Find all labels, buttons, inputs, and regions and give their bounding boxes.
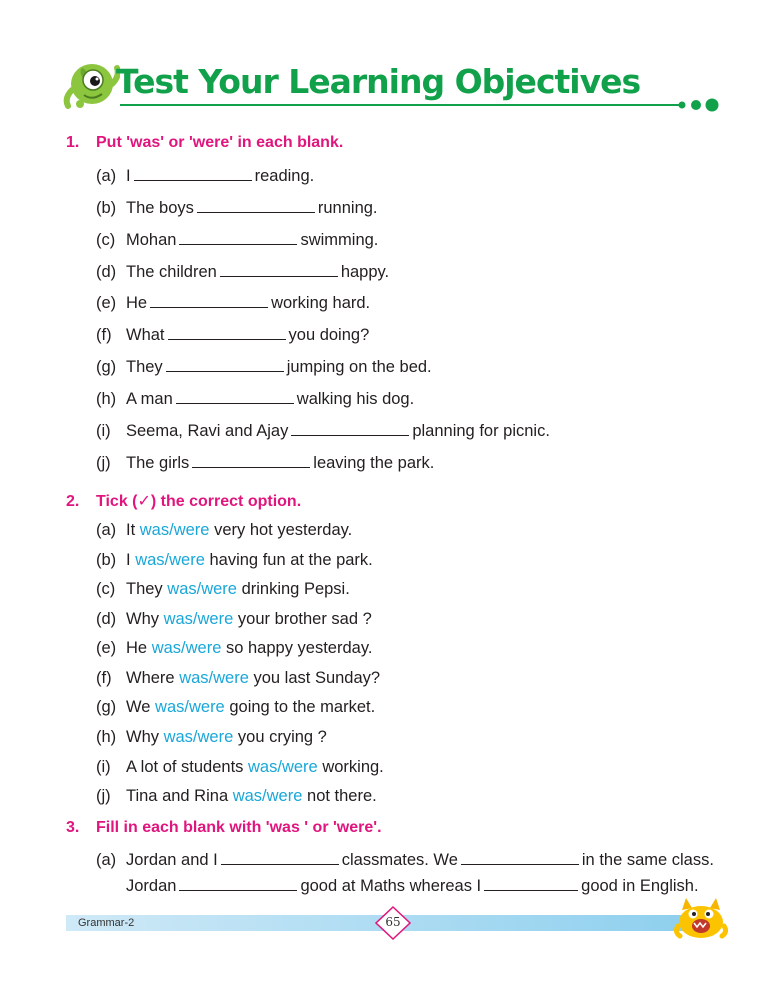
answer-blank[interactable]: [150, 293, 268, 308]
list-item: (b) I was/were having fun at the park.: [96, 551, 373, 569]
list-item: (j) The girls leaving the park.: [96, 454, 435, 472]
answer-blank[interactable]: [197, 198, 315, 213]
option-was-were[interactable]: was/were: [135, 551, 205, 569]
option-was-were[interactable]: was/were: [163, 728, 234, 746]
list-item: (i) Seema, Ravi and Ajay planning for picnic.: [96, 422, 550, 440]
list-item: (a) I reading.: [96, 167, 315, 185]
option-was-were[interactable]: was/were: [151, 639, 222, 657]
answer-blank[interactable]: [176, 389, 294, 404]
question-1-title: 1. Put 'was' or 'were' in each blank.: [66, 134, 344, 151]
answer-blank[interactable]: [168, 325, 286, 340]
list-item: (d) Why was/were your brother sad ?: [96, 610, 372, 628]
list-item: (f) What you doing?: [96, 326, 370, 344]
answer-blank[interactable]: [192, 453, 310, 468]
yellow-monster-icon: [674, 896, 728, 940]
answer-blank[interactable]: [166, 357, 284, 372]
question-3-line-2: Jordan good at Maths whereas I good in English.: [126, 877, 699, 895]
answer-blank[interactable]: [484, 876, 578, 891]
list-item: (f) Where was/were you last Sunday?: [96, 669, 381, 687]
list-item: (j) Tina and Rina was/were not there.: [96, 787, 377, 805]
list-item: (c) They was/were drinking Pepsi.: [96, 580, 350, 598]
green-monster-icon: [62, 58, 120, 110]
answer-blank[interactable]: [134, 166, 252, 181]
page-header: [62, 58, 722, 118]
list-item: (g) We was/were going to the market.: [96, 698, 376, 716]
option-was-were[interactable]: was/were: [179, 669, 249, 687]
page-title: Test Your Learning Objectives: [116, 62, 641, 101]
list-item: (a) It was/were very hot yesterday.: [96, 521, 353, 539]
answer-blank[interactable]: [179, 876, 297, 891]
answer-blank[interactable]: [461, 850, 579, 865]
question-3-line-1: (a) Jordan and I classmates. We in the same class.: [96, 851, 714, 869]
answer-blank[interactable]: [220, 262, 338, 277]
answer-blank[interactable]: [221, 850, 339, 865]
question-2-title: 2. Tick (✓) the correct option.: [66, 493, 302, 510]
list-item: (c) Mohan swimming.: [96, 231, 379, 249]
option-was-were[interactable]: was/were: [232, 787, 303, 805]
list-item: (d) The children happy.: [96, 263, 390, 281]
list-item: (e) He working hard.: [96, 294, 371, 312]
answer-blank[interactable]: [179, 230, 297, 245]
list-item: (e) He was/were so happy yesterday.: [96, 639, 373, 657]
list-item: (i) A lot of students was/were working.: [96, 758, 384, 776]
footer-book-title: Grammar-2: [78, 917, 135, 929]
list-item: (h) A man walking his dog.: [96, 390, 415, 408]
option-was-were[interactable]: was/were: [139, 521, 210, 539]
option-was-were[interactable]: was/were: [163, 610, 234, 628]
page-number: 65: [385, 915, 401, 929]
option-was-were[interactable]: was/were: [248, 758, 318, 776]
option-was-were[interactable]: was/were: [167, 580, 237, 598]
list-item: (g) They jumping on the bed.: [96, 358, 432, 376]
answer-blank[interactable]: [291, 421, 409, 436]
option-was-were[interactable]: was/were: [155, 698, 225, 716]
list-item: (h) Why was/were you crying ?: [96, 728, 327, 746]
list-item: (b) The boys running.: [96, 199, 378, 217]
question-3-title: 3. Fill in each blank with 'was ' or 'were'.: [66, 819, 382, 836]
title-underline: [120, 104, 680, 106]
decorative-dots: [676, 98, 722, 112]
